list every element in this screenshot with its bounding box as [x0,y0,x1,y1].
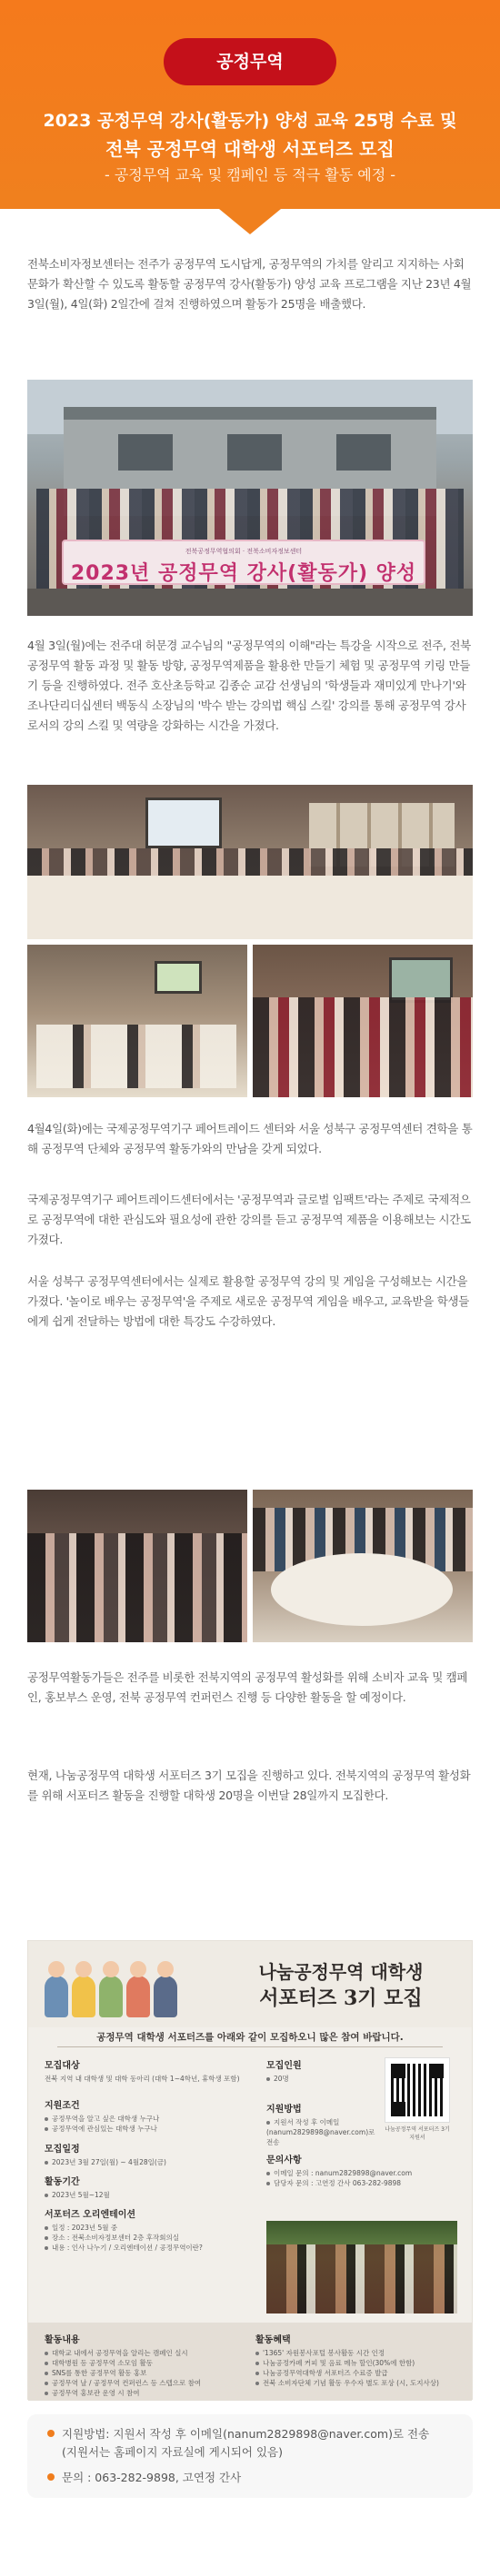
seminar-photo [27,1490,247,1642]
qr-code[interactable] [385,2057,450,2123]
category-badge: 공정무역 [164,38,336,85]
children-photo [266,2221,457,2313]
contact-box [27,2414,473,2498]
header-banner [0,0,500,209]
article-paragraph-4: 국제공정무역기구 페어트레이드센터에서는 '공정무역과 글로벌 임팩트'라는 주제로 국제적으로 공정무역에 대한 관심도와 필요성에 관한 강의를 듣고 공정무역 제품을 이용해보는 시간도 가졌다. [27,1193,471,1246]
section-recruit-target: 모집대상 전북 지역 내 대학생 및 대학 동아리 (대학 1~4학년, 휴학생 포함) [45,2061,240,2083]
section-duties: 활동내용 대학교 내에서 공정무역을 알리는 캠페인 실시 대학병원 등 공정무역 소모임 활동 SNS를 통한 공정무역 활동 홍보 공정무역 날 / 공정무역 컨퍼런스 등 스텝으로 참여 공정무역 홍보관 운영 시 참여 [45,2335,202,2397]
banner-organizer-text: 전북공정무역협의회 · 전북소비자정보센터 [185,548,303,555]
event-banner [62,540,425,585]
poster-footer [28,2323,472,2401]
students-illustration [45,1957,179,2017]
headline-subtitle: - 공정무역 교육 및 캠페인 등 적극 활동 예정 - [104,166,396,183]
section-condition: 지원조건 공정무역을 알고 싶은 대학생 누구나 공정무역에 관심있는 대학생 누구나 [45,2101,160,2133]
article-paragraph-5: 서울 성북구 공정무역센터에서는 실제로 활용할 공정무역 강의 및 게임을 구성해보는 시간을 가졌다. '놀이로 배우는 공정무역'을 주제로 새로운 공정무역 게임을 배우고, 교육받을 학생들에게 쉽게 전달하는 방법에 대한 특강도 수강하였다. [27,1274,470,1328]
classroom-photo [27,945,247,1097]
lecture-photo [27,785,473,939]
headline-line-2: 전북 공정무역 대학생 서포터즈 모집 [105,138,395,160]
section-count: 모집인원 20명 [266,2061,302,2083]
banner-title-text: 2023년 공정무역 강사(활동가) 양성 [70,562,417,585]
headline-line-1: 2023 공정무역 강사(활동가) 양성 교육 25명 수료 및 [43,111,457,131]
section-period: 모집일정 2023년 3월 27일(월) ~ 4월28일(금) [45,2145,166,2166]
qr-code-label: 나눔공정무역 서포터즈 3기 지원서 [385,2126,450,2141]
contact-phone-line: 문의 : 063-282-9898, 고연정 간사 [47,2469,241,2487]
poster-subtitle: 공정무역 대학생 서포터즈를 아래와 같이 모집하오니 많은 참여 바랍니다. [96,2032,404,2043]
recruitment-poster [27,1940,473,2400]
section-method: 지원방법 지원서 작성 후 이메일 (nanum2829898@naver.com)로 전송 [266,2105,375,2146]
workshop-photo [253,945,473,1097]
poster-title-1: 나눔공정무역 대학생 [258,1961,424,1983]
article-paragraph-3: 4월4일(화)에는 국제공정무역기구 페어트레이드 센터와 서울 성북구 공정무역센터 견학을 통해 공정무역 단체와 공정무역 활동가와의 만남을 갖게 되었다. [27,1122,473,1155]
group-photo [27,380,473,616]
section-activity-period: 활동기간 2023년 5월~12월 [45,2177,110,2199]
section-benefits: 활동혜택 '1365' 자원봉사포털 봉사활동 시간 인정 나눔공정카페 커피 및 음료 메뉴 할인(30%에 한함) 나눔공정무역대학생 서포터즈 수료증 발급 전북 소비자단체 기념 활동 우수자 별도 포상 (시, 도지사상) [255,2335,439,2387]
section-contact: 문의사항 이메일 문의 : nanum2829898@naver.com 담당자 문의 : 고연정 간사 063-282-9898 [266,2155,413,2187]
section-orientation: 서포터즈 오리엔테이션 일정 : 2023년 5월 중 장소 : 전북소비자정보센터 2층 후작회의실 내용 : 인사 나누기 / 오리엔테이션 / 공정무역이란? [45,2210,203,2252]
article-paragraph-2: 4월 3일(월)에는 전주대 허문경 교수님의 "공정무역의 이해"라는 특강을 시작으로 전주, 전북 공정무역 활동 과정 및 활동 방향, 공정무역제품을 활용한 만들기 체험 및 공정무역 키링 만들기 등을 진행하였다. 전주 호산초등학교 김종순 교감 선생님의 '학생들과 재미있게 만나기'와 조나단리더십센터 백동식 소장님의 '박수 받는 강의법 핵심 스킬' 강의를 통해 공정무역 강사로서의 강의 스킬 및 역량을 강화하는 시간을 가졌다. [27,639,471,732]
article-paragraph-6: 공정무역활동가들은 전주를 비롯한 전북지역의 공정무역 활성화를 위해 소비자 교육 및 캠페인, 홍보부스 운영, 전북 공정무역 컨퍼런스 진행 등 다양한 활동을 할 예정이다. [27,1670,468,1704]
contact-apply-note: (지원서는 홈페이지 자료실에 게시되어 있음) [62,2445,283,2459]
game-activity-photo [253,1490,473,1642]
article-paragraph-7: 현재, 나눔공정무역 대학생 서포터즈 3기 모집을 진행하고 있다. 전북지역의 공정무역 활성화를 위해 서포터즈 활동을 진행할 대학생 20명을 이번달 28일까지 모집한다. [27,1769,471,1802]
bullet-icon [47,2430,55,2437]
article-paragraph-1: 전북소비자정보센터는 전주가 공정무역 도시답게, 공정무역의 가치를 알리고 지지하는 사회문화가 확산할 수 있도록 활동할 공정무역 강사(활동가) 양성 교육 프로그램을 지난 23년 4월 3일(월), 4일(화) 2일간에 걸쳐 진행하였으며 활동가 25명을 배출했다. [27,257,472,311]
contact-apply-line: 지원방법: 지원서 작성 후 이메일(nanum2829898@naver.com)로 전송 [47,2425,429,2443]
poster-title-2: 서포터즈 3기 모집 [259,1986,423,2010]
bullet-icon [47,2473,55,2481]
